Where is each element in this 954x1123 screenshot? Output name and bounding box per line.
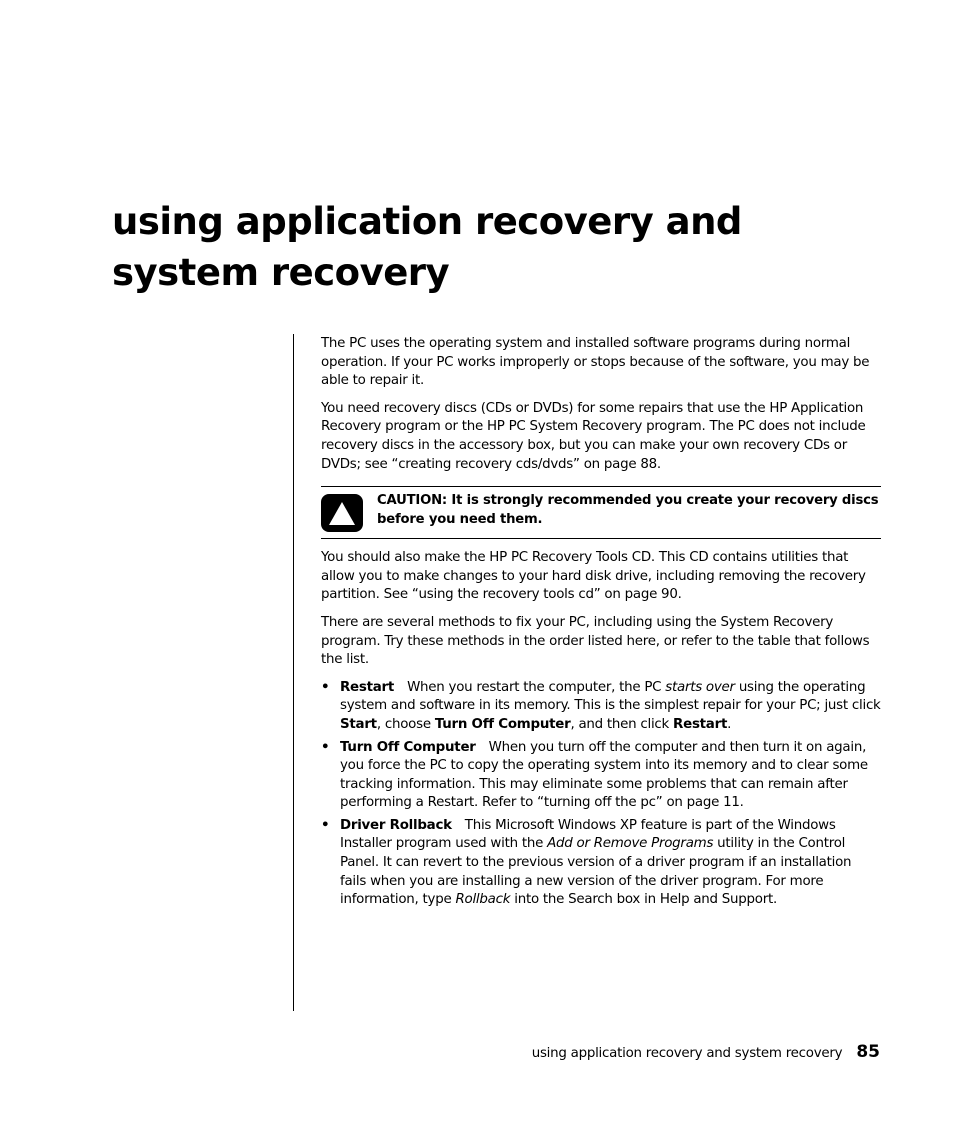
bullet: • [321, 817, 330, 833]
bullet: • [321, 739, 330, 755]
restart-text-h: Restart [673, 716, 728, 732]
intro-paragraph-1: The PC uses the operating system and installed software programs during normal operation. If your PC works improperly or stops because of the software, you may be able to repair it. [321, 336, 870, 389]
term-restart: Restart [340, 679, 395, 695]
restart-text-c: using the operating system and software in its memory. This is the simplest repair for your PC; just click [340, 679, 881, 714]
restart-text-g: , and then click [570, 716, 674, 732]
term-turn-off-computer: Turn Off Computer [340, 739, 476, 755]
main-content [321, 335, 881, 914]
running-title: using application recovery and system recovery [531, 1046, 843, 1061]
body-paragraph-4: There are several methods to fix your PC, including using the System Recovery program. Try these methods in the order listed here, or refer to the table that follows the list. [321, 614, 870, 668]
restart-text-e: , choose [376, 716, 435, 732]
restart-text-i: . [727, 716, 732, 732]
repair-methods-list [321, 679, 881, 910]
warning-triangle-icon [321, 494, 363, 532]
margin-rule [293, 334, 294, 1011]
page-number: 85 [856, 1042, 880, 1062]
caution-box [321, 486, 881, 539]
list-item-restart [321, 679, 881, 735]
restart-text-a: When you restart the computer, the PC [407, 679, 666, 695]
list-item-driver-rollback [321, 817, 881, 910]
driver-rollback-text-b: Add or Remove Programs [547, 836, 714, 852]
driver-rollback-text-e: into the Search box in Help and Support. [510, 892, 777, 908]
page-footer [400, 1042, 880, 1062]
bullet: • [321, 679, 330, 695]
term-driver-rollback: Driver Rollback [340, 817, 452, 833]
driver-rollback-text-d: Rollback [455, 892, 511, 908]
list-item-turn-off-computer [321, 739, 881, 813]
restart-text-d: Start [340, 716, 377, 732]
caution-message: It is strongly recommended you create your recovery discs before you need them. [377, 493, 879, 528]
body-paragraph-3: You should also make the HP PC Recovery Tools CD. This CD contains utilities that allow you to make changes to your hard disk drive, including removing the recovery partition. See “using the recovery tools cd” on page 90. [321, 550, 866, 603]
restart-text-b: starts over [665, 679, 735, 695]
turn-off-computer-text: When you turn off the computer and then turn it on again, you force the PC to copy the operating system into its memory and to clear some tracking information. This may eliminate some problems that can remain after performing a Restart. Refer to “turning off the pc” on page 11. [340, 739, 868, 811]
caution-label: CAUTION: [377, 493, 448, 509]
restart-text-f: Turn Off Computer [434, 716, 571, 732]
page-title-line-1: using application recovery and [112, 200, 742, 243]
intro-paragraph-2: You need recovery discs (CDs or DVDs) for some repairs that use the HP Application Recovery program or the HP PC System Recovery program. The PC does not include recovery discs in the accessory box, but you can make your own recovery CDs or DVDs; see “creating recovery cds/dvds” on page 88. [321, 400, 866, 472]
driver-rollback-text-c: utility in the Control Panel. It can revert to the previous version of a driver program if an installation fails when you are installing a new version of the driver program. For more information, type [340, 836, 852, 908]
driver-rollback-text-a: This Microsoft Windows XP feature is part of the Windows Installer program used with the [340, 817, 836, 852]
page-title-line-2: system recovery [112, 251, 450, 294]
page-title [112, 196, 872, 298]
caution-text [377, 491, 881, 529]
